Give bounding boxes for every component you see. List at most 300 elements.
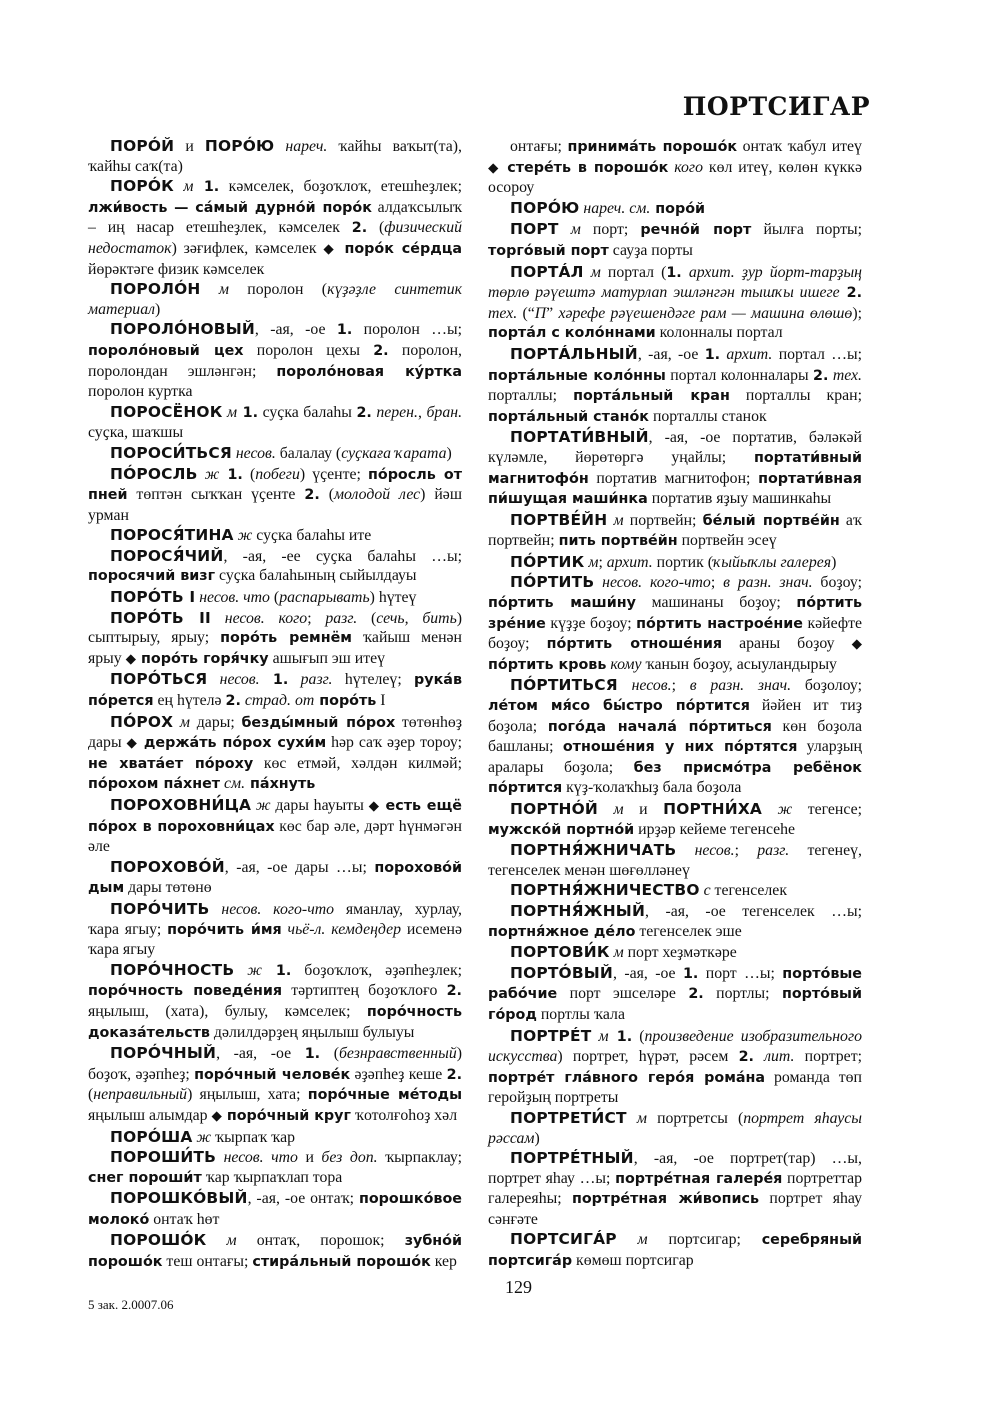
entry-text: күҙҙе боҙоу; xyxy=(545,614,637,632)
dictionary-entry xyxy=(488,881,862,901)
left-column xyxy=(88,137,462,1274)
bold-phrase: по́ртить кровь xyxy=(488,656,607,673)
entry-text: кәмселек, боҙоҡлоҡ, етешһеҙлек; xyxy=(219,178,463,196)
entry-text: портрет; xyxy=(794,1048,862,1066)
grammar-label: м xyxy=(206,1232,237,1250)
bold-phrase: 1. xyxy=(193,179,220,196)
dictionary-entry xyxy=(488,220,862,261)
entry-text: порт хеҙмәткәре xyxy=(623,944,737,962)
bold-phrase: порошко́вое молоко́ xyxy=(88,1191,462,1228)
bold-phrase: па́хнуть xyxy=(245,776,316,793)
headword: ПОРТНÓЙ xyxy=(510,800,598,818)
dictionary-entry xyxy=(488,428,862,509)
bold-phrase: поро́к се́рдца xyxy=(336,240,462,257)
entry-text: портсигар; xyxy=(647,1231,762,1249)
grammar-label: м xyxy=(591,1027,609,1045)
page-number: 129 xyxy=(505,1277,532,1297)
dictionary-entry xyxy=(488,263,862,344)
entry-text: суҫка балаһы ите xyxy=(252,527,372,545)
entry-text: ( xyxy=(320,1045,339,1063)
grammar-label: несов. кого-что xyxy=(209,900,335,918)
headword: ПОРОСЯ́ТИНА xyxy=(110,526,234,545)
entry-text: төптән сыҡҡан үҫенте xyxy=(127,486,305,504)
headword: ПОРОХОВНИ́ЦА xyxy=(110,796,252,814)
dictionary-entry xyxy=(88,465,462,526)
idiom-marker: ◆ xyxy=(126,735,138,751)
dictionary-entry xyxy=(488,1109,862,1148)
grammar-label: портрет яһаусы рәссам xyxy=(488,1109,863,1147)
entry-text: поролон куртка xyxy=(88,383,193,401)
headword: ПОРÓК xyxy=(110,177,174,196)
entry-text: яңылыш, (хата), булыу, кәмселек; xyxy=(88,1002,367,1020)
entry-text: ) йәш урман xyxy=(88,486,462,524)
entry-text: йөрәктәге физик кәмселек xyxy=(88,260,265,278)
entry-text: йәйен ит тиҙ боҙола; xyxy=(488,697,862,735)
bold-phrase: бе́лый портве́йн xyxy=(702,512,840,529)
entry-text: суҫка балаһы xyxy=(258,403,357,421)
entry-text: поролон, поролондан эшләнгән; xyxy=(88,341,462,380)
entry-text: онтаҡ, порошок; xyxy=(236,1232,405,1250)
headword: ПОРТСИГÁР xyxy=(510,1230,617,1249)
headword: ПОРОЛÓНОВЫЙ xyxy=(110,320,255,339)
entry-text: тегенеү, тегенселек менән шөғөлләнеү xyxy=(488,842,862,879)
entry-text: араны боҙоу xyxy=(722,635,852,653)
grammar-label: архит. xyxy=(606,553,653,571)
bold-phrase: поро́ть горя́чку xyxy=(136,650,269,667)
bold-phrase: есть ещё по́рох в пороховни́цах xyxy=(88,798,462,835)
grammar-label: неправильный xyxy=(93,1086,188,1104)
bold-phrase: снег пороши́т xyxy=(88,1169,202,1186)
entry-text: , -ая, -ое xyxy=(216,1045,305,1063)
dictionary-entry xyxy=(488,553,862,573)
dictionary-entry xyxy=(488,137,862,198)
entry-text: , -ая, -ое онтаҡ; xyxy=(247,1190,359,1208)
bold-phrase: портре́т гла́вного геро́я рома́на xyxy=(488,1069,766,1086)
entry-text: дары төтөнө xyxy=(124,879,212,897)
bold-phrase: без присмо́тра ребёнок по́ртится xyxy=(488,759,862,797)
dictionary-entry xyxy=(88,961,462,1043)
entry-text: портал …ы; xyxy=(772,345,862,363)
grammar-label: м xyxy=(173,178,194,196)
dictionary-entry xyxy=(88,1044,462,1126)
entry-text: боҙоҡлоҡ, әҙәпһеҙлек; xyxy=(291,961,463,979)
entry-text: I xyxy=(376,692,386,710)
dictionary-entry xyxy=(88,1231,462,1272)
dictionary-entry xyxy=(88,280,462,319)
grammar-label: несов. что xyxy=(216,1149,298,1167)
bold-phrase: поро́чность поведе́ния xyxy=(88,983,283,1000)
entry-text: ) xyxy=(154,300,161,318)
entry-text: теш онтағы; xyxy=(162,1253,253,1271)
bold-phrase: порта́л с коло́ннами xyxy=(488,325,656,342)
entry-text: поролон ( xyxy=(228,281,328,299)
headword: ПОРТНЯ́ЖНИЧЕСТВО xyxy=(510,881,700,900)
dictionary-entry xyxy=(88,526,462,546)
dictionary-entry xyxy=(488,943,862,963)
entry-text: ) боҙоҡ, әҙәпһеҙ; xyxy=(88,1045,462,1083)
bold-phrase: безды́мный по́рох xyxy=(241,714,396,731)
bold-phrase: поро́чный челове́к xyxy=(194,1066,351,1083)
entry-text: (“ xyxy=(517,304,535,322)
entry-text: ); xyxy=(852,304,862,322)
headword: ПОРТРЕТИ́СТ xyxy=(510,1108,627,1127)
entry-text: портлы ҡала xyxy=(536,1005,625,1023)
bold-phrase: порто́вый го́род xyxy=(488,986,862,1023)
bold-phrase: мужско́й портно́й xyxy=(488,821,635,838)
entry-text: ) xyxy=(446,444,452,462)
dictionary-entry xyxy=(88,670,462,711)
grammar-label: м xyxy=(222,403,238,421)
entry-text: боҙоу; xyxy=(812,574,862,592)
bold-phrase: 1. xyxy=(666,264,682,281)
dictionary-entry xyxy=(88,1128,462,1148)
bold-phrase: стере́ть в порошо́к xyxy=(500,159,669,176)
entry-text: ҡайыш менән ярыу xyxy=(88,629,463,667)
bold-phrase: рука́в по́рется xyxy=(88,672,462,710)
grammar-label: молодой лес xyxy=(333,486,421,504)
dictionary-entry xyxy=(488,1149,862,1229)
dictionary-entry xyxy=(88,1189,462,1230)
entry-text: ; xyxy=(710,574,724,592)
entry-text: ( xyxy=(88,1086,94,1104)
idiom-marker: ◆ xyxy=(368,798,380,813)
grammar-label: разг. xyxy=(288,671,333,689)
bold-phrase: 2. xyxy=(813,367,829,384)
entry-text: сауҙа порты xyxy=(608,241,693,259)
grammar-label: перен. xyxy=(371,403,418,421)
dictionary-entry xyxy=(488,1027,862,1108)
grammar-label: суҫкаға ҡарата xyxy=(341,444,447,462)
entry-text: ҡырпаклау; xyxy=(377,1149,462,1167)
grammar-label: произведение изобразительного искусства xyxy=(488,1027,863,1066)
printer-note: 5 зак. 2.0007.06 xyxy=(88,1297,174,1312)
grammar-label: несов. кого-что xyxy=(594,574,711,592)
bold-phrase: речно́й порт xyxy=(640,222,752,239)
grammar-label: кого xyxy=(668,158,703,176)
entry-text: аҡ портвейн; xyxy=(488,511,862,550)
entry-text: порталлы кран; xyxy=(729,387,862,405)
bold-phrase: пого́да начала́ по́ртиться xyxy=(547,718,772,735)
headword: ПОРТНИ́ХА xyxy=(663,800,762,818)
entry-text: ) үҫенте; xyxy=(299,465,368,483)
entry-text: һәр саҡ әҙер тороу; xyxy=(326,734,463,752)
headword: ПОРÓЧИТЬ xyxy=(110,899,210,918)
entry-text: портлы; xyxy=(703,985,782,1003)
headword: ПОРТОВИ́К xyxy=(510,943,610,962)
headword: ПОРОХОВÓЙ xyxy=(110,857,225,876)
entry-text: ) һүтеү xyxy=(369,589,417,607)
entry-text: порталлы станок xyxy=(649,407,767,425)
bold-phrase: по́ртить настрое́ние xyxy=(636,615,803,632)
headword: ПОРÓША xyxy=(110,1127,193,1146)
entry-text: ирҙәр кейеме тегенсеһе xyxy=(634,820,796,838)
bold-phrase: поро́чные ме́тоды xyxy=(307,1087,462,1104)
entry-text: ; xyxy=(734,842,758,860)
headword: ПОРТÓВЫЙ xyxy=(510,963,613,982)
headword: ПОРОСЁНОК xyxy=(110,402,223,421)
grammar-label: сечь, бить xyxy=(376,609,457,627)
entry-text: кер xyxy=(430,1253,457,1271)
entry-text: ) xyxy=(534,1129,540,1147)
entry-text: ) зәғифлек, кәмселек xyxy=(171,239,324,257)
bold-phrase: по́росль от пней xyxy=(88,466,462,504)
bold-phrase: поросячий визг xyxy=(88,568,216,585)
headword: ПОРТРÉТ xyxy=(510,1026,592,1045)
entry-text: порталлы; xyxy=(488,387,574,405)
bold-phrase: пороло́новый цех xyxy=(88,342,244,359)
bold-phrase: 2. xyxy=(225,693,241,710)
bold-phrase: 1. xyxy=(336,322,353,339)
entry-text: ) сыптырыу, ярыу; xyxy=(88,609,463,647)
dictionary-entry xyxy=(88,713,462,795)
grammar-label: м xyxy=(200,281,229,299)
entry-text: онтаҡ һөт xyxy=(149,1210,220,1228)
entry-text: ( xyxy=(632,1027,645,1045)
entry-text: порт эшселәре xyxy=(557,985,689,1003)
grammar-label: ж xyxy=(233,527,253,545)
grammar-label: с xyxy=(699,882,711,900)
entry-text: онтағы; xyxy=(510,138,568,155)
entry-text: и xyxy=(297,1149,322,1167)
headword: ПОРТÁЛЬНЫЙ xyxy=(510,344,638,363)
grammar-label: лит. xyxy=(753,1048,795,1066)
entry-text: ҡар ҡырпаҡлап тора xyxy=(201,1168,343,1186)
bold-phrase: 1. xyxy=(304,1046,321,1063)
bold-phrase: порохово́й дым xyxy=(88,859,462,897)
entry-text: тегенсе; xyxy=(792,801,862,818)
grammar-label: распарывать xyxy=(279,589,370,607)
entry-text: портатив яҙыу машинкаһы xyxy=(647,490,832,508)
grammar-label: тех. xyxy=(828,366,862,384)
headword: ПОРОЛÓН xyxy=(110,280,201,299)
grammar-label: в разн. знач. xyxy=(723,574,813,592)
entry-text: , -ая, -ее суҫка балаһы …ы; xyxy=(223,547,462,565)
dictionary-entry xyxy=(88,444,462,464)
grammar-label: несов. кого xyxy=(210,609,308,627)
grammar-label: разг. xyxy=(757,842,790,860)
bold-phrase: 1. xyxy=(608,1028,633,1045)
dictionary-entry xyxy=(88,177,462,279)
entry-text: портреттар галереяһы; xyxy=(488,1169,863,1208)
grammar-label: м xyxy=(607,511,624,529)
idiom-marker: ◆ xyxy=(851,636,862,652)
entry-text: балалау ( xyxy=(275,444,342,462)
dictionary-entry xyxy=(488,800,862,840)
right-column xyxy=(488,137,862,1273)
bold-phrase: пить портве́йн xyxy=(558,533,678,550)
entry-text: көн боҙола башланы; xyxy=(488,717,863,756)
grammar-label: хәрефе рәүешендәге рам — машина өлөшө xyxy=(558,304,853,322)
entry-text: и xyxy=(174,138,205,155)
entry-text: колонналы портал xyxy=(655,324,783,342)
headword: ПОРÓТЬ II xyxy=(110,608,211,627)
bold-phrase: по́ртить отноше́ния xyxy=(546,636,723,653)
bold-phrase: 2. xyxy=(738,1049,754,1066)
idiom-marker: ◆ xyxy=(488,159,501,175)
entry-text: тәртиптең боҙоҡлоғо xyxy=(282,982,447,1000)
bold-phrase: 2. xyxy=(839,285,863,302)
entry-text: ең һүтелә xyxy=(153,692,226,710)
grammar-label: ҡыйыҡлы галерея xyxy=(712,553,832,571)
bold-phrase: 2. xyxy=(356,404,372,421)
entry-text: ” xyxy=(546,304,559,322)
headword: ПОРТÁЛ xyxy=(510,262,584,281)
bold-phrase: поро́чный круг xyxy=(221,1107,351,1124)
idiom-marker: ◆ xyxy=(125,650,137,666)
dictionary-entry xyxy=(88,588,462,608)
dictionary-entry xyxy=(488,902,862,942)
grammar-label: ж xyxy=(234,961,262,979)
dictionary-entry xyxy=(488,964,862,1026)
grammar-label: тех. xyxy=(488,304,518,322)
dictionary-entry xyxy=(88,547,462,587)
entry-text: , -ая, -ое xyxy=(637,345,705,363)
dictionary-entry xyxy=(88,609,462,670)
entry-text: романда төп геройҙың портреты xyxy=(488,1068,862,1107)
entry-text: поролон …ы; xyxy=(352,321,463,339)
entry-text: онтаҡ ҡабул итеү xyxy=(737,138,862,155)
entry-text: яңылыш алымдар xyxy=(88,1106,212,1124)
dictionary-entry xyxy=(488,199,862,220)
entry-text: , -ая, -ое портатив, бәләкәй күләмле, йөрөтөргә уңайлы; xyxy=(488,429,862,466)
entry-text: алдаҡсылыҡ – иң насар етешһеҙлек, кәмселек xyxy=(88,198,462,237)
dictionary-entry xyxy=(88,403,462,443)
headword: ПОРÓТЬСЯ xyxy=(110,670,208,689)
grammar-label: кому xyxy=(606,655,642,673)
entry-text: тегенселек эше xyxy=(635,922,742,940)
dictionary-entry xyxy=(488,573,862,675)
entry-text: ( xyxy=(367,219,385,237)
grammar-label: побеги xyxy=(255,465,300,483)
dictionary-entry xyxy=(88,858,462,899)
entry-text: порт …ы; xyxy=(698,964,783,982)
entry-text: суҫка балаһының сыйылдауы xyxy=(215,567,417,585)
entry-text: портвейн эсеү xyxy=(677,532,777,550)
grammar-label: м xyxy=(609,944,624,962)
entry-text: көс бар әле, дәрт һүнмәгән әле xyxy=(88,817,462,856)
idiom-marker: ◆ xyxy=(323,240,337,256)
bold-phrase: принима́ть порошо́к xyxy=(567,139,738,155)
headword: ПОРТ xyxy=(510,220,559,239)
grammar-label: архит. ҙур йорт-тарҙың төрлө рәүештә матурлап эшләнгән тышҡы ишеге xyxy=(488,263,862,302)
bold-phrase: 1. xyxy=(682,965,699,982)
running-head: ПОРТСИГАР xyxy=(682,92,870,121)
bold-phrase: 1. xyxy=(219,466,243,483)
bold-phrase: поро́чить и́мя xyxy=(167,921,282,938)
headword: ПОРТРÉТНЫЙ xyxy=(510,1149,634,1168)
dictionary-entry xyxy=(88,900,462,960)
bold-phrase: торго́вый порт xyxy=(488,242,609,259)
bold-phrase: 1. xyxy=(261,962,292,979)
grammar-label: ж xyxy=(762,801,793,818)
grammar-label: несов. xyxy=(676,842,735,860)
entry-text: портал ( xyxy=(600,263,667,281)
bold-phrase: серебряный портсига́р xyxy=(488,1232,863,1270)
dictionary-entry xyxy=(488,511,862,552)
entry-text: портатив магнитофон; xyxy=(588,469,759,487)
entry-text: портрет яһау сәнғәте xyxy=(488,1190,862,1228)
dictionary-entry xyxy=(88,320,462,401)
bold-phrase: 2. xyxy=(351,220,368,237)
headword: ПÓРТИК xyxy=(510,552,585,571)
bold-phrase: поро́ть ремнём xyxy=(220,630,352,647)
headword: ПÓРТИТЬ xyxy=(510,573,595,592)
entry-text: портал колонналары xyxy=(665,366,814,384)
entry-text: суҫка, шаҡшы xyxy=(88,424,184,442)
entry-text: портик ( xyxy=(652,553,713,571)
bold-phrase: поро́чность доказа́тельств xyxy=(88,1003,462,1041)
grammar-label: күҙәҙле синтетик материал xyxy=(88,281,462,318)
entry-text: көс етмәй, хәлдән килмәй; xyxy=(253,754,462,772)
entry-text: ; xyxy=(671,677,690,695)
bold-phrase: по́рохом па́хнет xyxy=(88,776,221,793)
entry-text: портвейн; xyxy=(623,511,703,529)
grammar-label: страд. от xyxy=(240,692,315,710)
bold-phrase: ле́том мя́со бы́стро по́ртится xyxy=(488,698,750,715)
bold-phrase: лжи́вость — са́мый дурно́й поро́к xyxy=(88,199,372,216)
bold-phrase: порта́льный кран xyxy=(573,388,730,405)
entry-text: көмөш портсигар xyxy=(572,1252,694,1270)
bold-phrase: отноше́ния у них по́ртятся xyxy=(562,739,798,756)
grammar-label: ж xyxy=(197,465,220,483)
entry-text: дәлилдәрҙең яңылыш булыуы xyxy=(209,1023,415,1041)
grammar-label: см. xyxy=(220,775,246,793)
grammar-label: м xyxy=(626,1109,647,1127)
entry-text: исеменә ҡара ягыу xyxy=(88,920,462,959)
headword: ПÓРОХ xyxy=(110,712,174,731)
bold-phrase: пороло́новая ку́ртка xyxy=(276,363,463,380)
headword: ПОРОСИ́ТЬСЯ xyxy=(110,443,232,462)
entry-text: машинаны боҙоу; xyxy=(635,594,797,612)
entry-text: ) яңылыш, хата; xyxy=(187,1086,308,1104)
entry-text: ҡанын боҙоу, асыуландырыу xyxy=(641,655,837,673)
bold-phrase: по́ртить зре́ние xyxy=(488,595,862,632)
grammar-label: несов. xyxy=(617,677,672,695)
entry-text: һүтелеү; xyxy=(332,671,415,689)
grammar-label: без доп. xyxy=(321,1149,378,1167)
bold-phrase: 1. xyxy=(237,404,259,421)
bold-phrase: 2. xyxy=(446,983,462,1000)
entry-text: и xyxy=(623,801,664,818)
headword: ПОРÓТЬ I xyxy=(110,588,196,607)
entry-text: , -ая, -ое портрет(тар) …ы, портрет яһау …ы; xyxy=(488,1150,862,1187)
entry-text: уларҙың аралары боҙола; xyxy=(488,738,862,776)
bold-phrase: порто́вые рабо́чие xyxy=(488,965,862,1003)
bold-phrase: по́ртить маши́ну xyxy=(488,595,636,612)
headword: ПОРÓЮ xyxy=(510,198,580,217)
headword: ПОРОСЯ́ЧИЙ xyxy=(110,546,224,565)
entry-text: ( xyxy=(242,465,256,483)
dictionary-entry xyxy=(488,676,862,799)
entry-text: ( xyxy=(357,609,377,627)
grammar-label: несов. xyxy=(207,671,260,689)
bold-phrase: стира́льный порошо́к xyxy=(252,1254,431,1271)
entry-text: ашығып эш итеү xyxy=(268,649,386,667)
grammar-label: несов. xyxy=(231,444,276,462)
entry-text: , -ая, -ое дары …ы; xyxy=(224,858,375,876)
bold-phrase: держа́ть по́рох сухи́м xyxy=(137,735,327,752)
entry-text: ) xyxy=(831,553,837,571)
grammar-label: м xyxy=(616,1231,648,1249)
entry-text: порт; xyxy=(580,221,641,239)
headword: ПОРОШКÓВЫЙ xyxy=(110,1189,248,1208)
bold-phrase: поро́й xyxy=(650,200,706,217)
grammar-label: м xyxy=(558,221,581,239)
entry-text: ҡайһы ваҡыт(та), ҡайһы саҡ(та) xyxy=(88,138,462,175)
dictionary-entry xyxy=(88,137,462,176)
entry-text: поролон цехы xyxy=(243,341,374,359)
bold-phrase: порта́льные коло́нны xyxy=(488,367,666,384)
